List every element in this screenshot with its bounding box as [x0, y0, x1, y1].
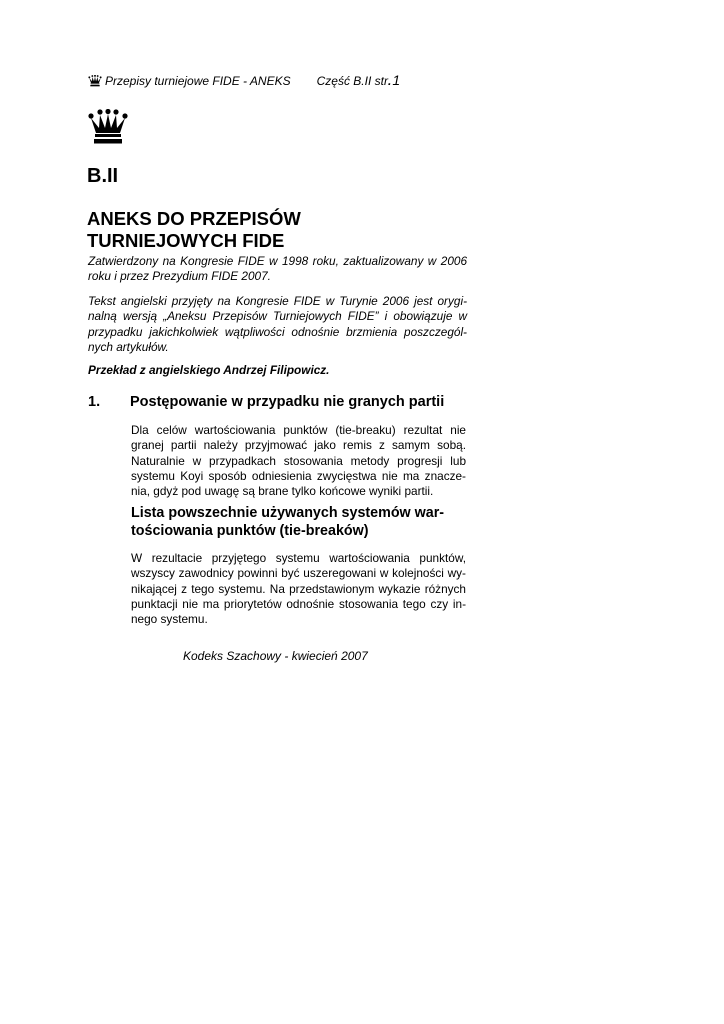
- english-text-note: [88, 294, 467, 355]
- text-line: nych artykułów.: [88, 339, 169, 354]
- text-line: systemu Koyi sposób odniesienia zwycięstwa nie ma znacze-: [131, 468, 466, 483]
- text-line: nikającej z tego systemu. Na przedstawionym wykazie różnych: [131, 581, 466, 596]
- section-1-paragraph: [131, 423, 466, 499]
- header-period: .: [387, 74, 392, 88]
- header-part-label: Część B.II str: [316, 74, 388, 88]
- text-line: nalną wersją „Aneksu Przepisów Turniejowych FIDE” i obowiązuje w: [88, 309, 467, 324]
- text-line: nego systemu.: [131, 612, 208, 627]
- text-line: 2006 roku i przez Prezydium FIDE 2007.: [88, 254, 468, 284]
- text-line: Dla celów wartościowania punktów (tie-breaku) rezultat nie: [131, 423, 466, 437]
- section-number: 1.: [88, 394, 101, 410]
- text-line: nia, gdyż pod uwagę są brane tylko końcowe wyniki partii.: [131, 484, 434, 499]
- title-line: TURNIEJOWYCH FIDE: [87, 230, 285, 251]
- document-title: [87, 208, 487, 252]
- text-line: Zatwierdzony na Kongresie FIDE w 1998 roku, zaktualizowany w: [88, 254, 437, 268]
- queen-crown-icon: [88, 75, 102, 87]
- text-line: punktacji nie ma priorytetów odnośnie stosowania tego czy in-: [131, 596, 466, 611]
- section-code: B.II: [87, 165, 119, 187]
- text-line: wszyscy zawodnicy powinni być uszeregowani w kolejności wy-: [131, 566, 466, 581]
- text-line: Tekst angielski przyjęty na Kongresie FIDE w Turynie 2006 jest orygi-: [88, 294, 467, 308]
- text-line: granej partii należy przyjmować jako remis z samym sobą.: [131, 438, 466, 453]
- queen-crown-icon: [88, 109, 128, 145]
- document-footer: Kodeks Szachowy - kwiecień 2007: [183, 649, 368, 663]
- section-title: Postępowanie w przypadku nie granych partii: [130, 394, 445, 410]
- text-line: tościowania punktów (tie-breaków): [131, 522, 369, 539]
- approval-note: [88, 254, 467, 285]
- section-1-heading: [88, 394, 444, 410]
- tie-break-paragraph: [131, 551, 466, 627]
- translation-credit: Przekład z angielskiego Andrzej Filipowicz.: [88, 363, 330, 377]
- text-line: Naturalnie w przypadkach stosowania metody progresji lub: [131, 453, 466, 468]
- title-line: ANEKS DO PRZEPISÓW: [87, 208, 301, 229]
- running-header: [88, 72, 400, 88]
- text-line: przypadku jakichkolwiek wątpliwości odnośnie brzmienia poszczegól-: [88, 324, 467, 339]
- text-line: W rezultacie przyjętego systemu wartościowania punktów,: [131, 551, 466, 565]
- header-publication: Przepisy turniejowe FIDE - ANEKS: [105, 74, 291, 88]
- header-page-number: 1: [392, 72, 401, 88]
- tie-break-list-heading: [131, 505, 466, 540]
- text-line: Lista powszechnie używanych systemów war-: [131, 505, 445, 521]
